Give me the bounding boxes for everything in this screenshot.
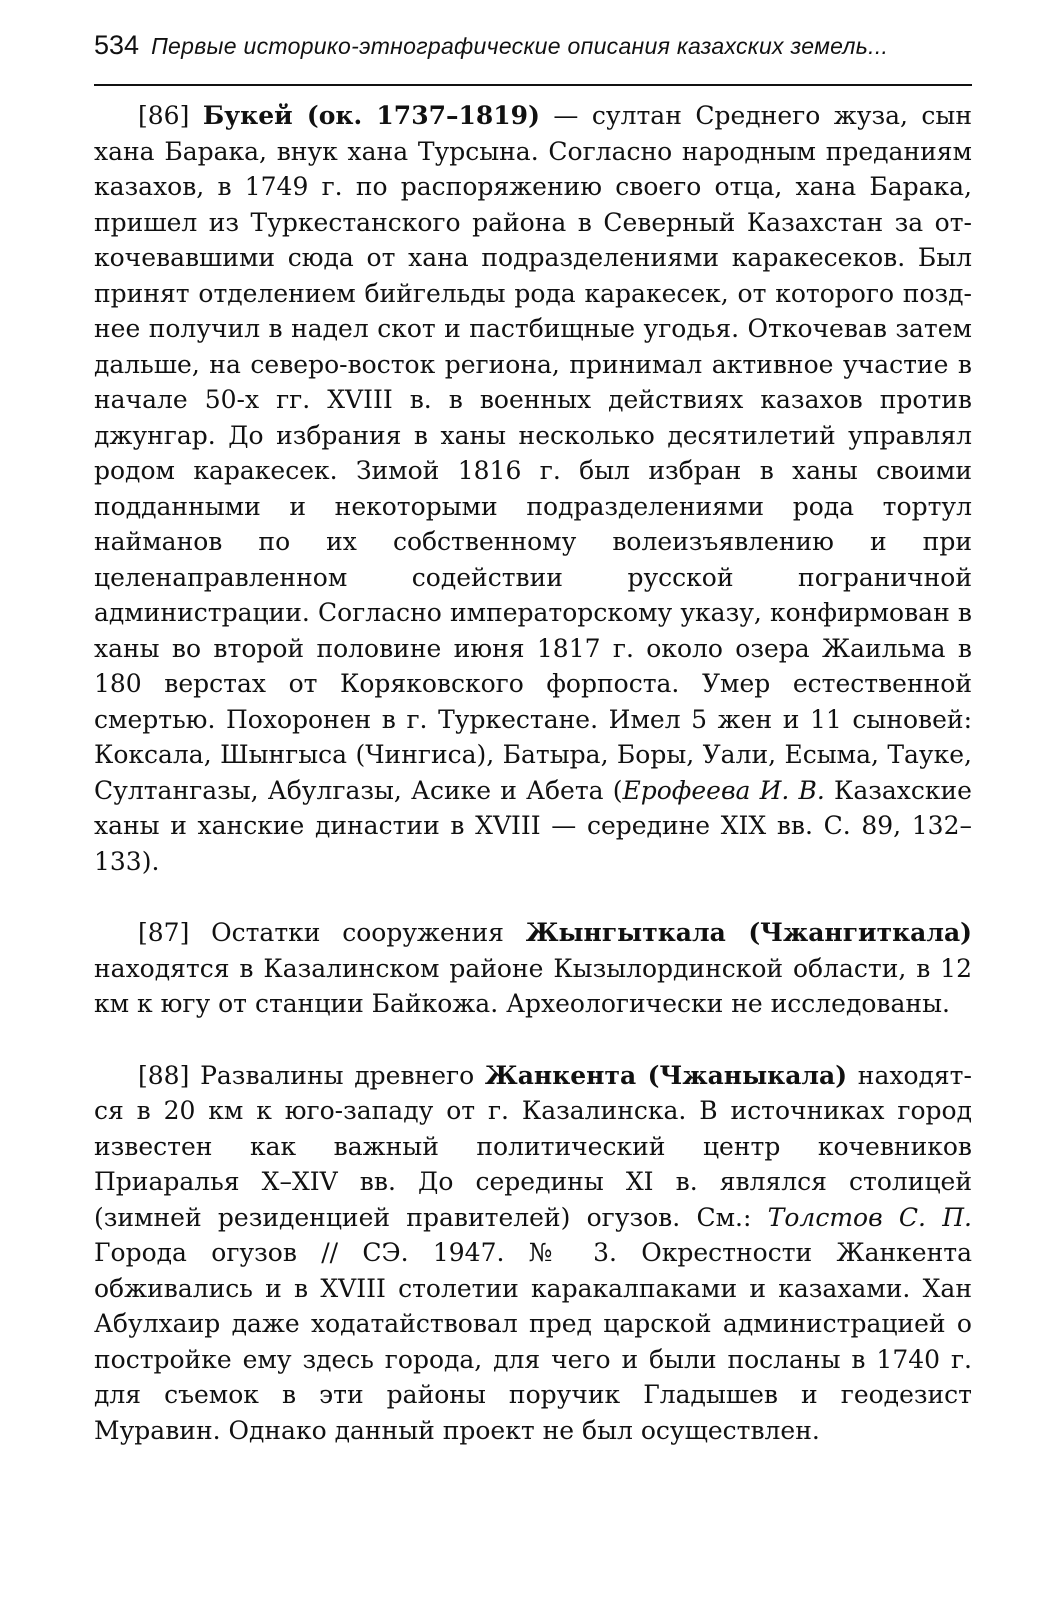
note-number: [88] <box>138 1060 190 1090</box>
note-88 <box>94 1058 972 1449</box>
note-term: Жынгыткала (Чжангиткала) <box>525 918 972 947</box>
note-term: Букей (ок. 1737–1819) <box>202 101 540 130</box>
reference-text: Казахские ханы и ханские династии в XVIII — середине XIX вв. С. 89, 132–133). <box>94 775 972 876</box>
note-lead: Остатки сооружения <box>189 918 526 947</box>
note-body: — султан Среднего жуза, сын хана Барака, внук хана Турсына. Согласно народным преданиям казахов, в 1749 г. по распоряжению своего отца, хана Барака, пришел из Туркестанского района в Северный Казахстан за откочевавшими сюда от хана подразделениями каракесеков. Был принят отделением бийгельды рода каракесек, от которого позднее получил в надел скот и пастбищные угодья. Откочевав затем дальше, на северо-восток региона, принимал активное участие в начале 50-х гг. XVIII в. в военных действиях казахов против джунгар. До избрания в ханы несколько десятилетий управлял родом каракесек. Зимой 1816 г. был избран в ханы своими подданными и некоторыми подразделениями рода тортул найманов по их собственному волеизъявлению и при целенаправленном содействии русской пограничной администрации. Согласно императорскому указу, конфирмован в ханы во второй половине июня 1817 г. около озера Жаильма в 180 верстах от Коряковского форпоста. Умер естественной смертью. Похоронен в г. Туркестане. Имел 5 жен и 11 сыновей: Коксала, Шынгыса (Чингиса), Батыра, Боры, Уали, Есыма, Тауке, Султангазы, Абулгазы, Асике и Абета ( <box>94 101 972 805</box>
note-lead: Развалины древнего <box>189 1060 485 1090</box>
running-header <box>94 30 972 82</box>
note-86 <box>94 98 972 879</box>
note-body: находятся в Казалинском районе Кызылординской области, в 12 км к югу от станции Байкожа. Археологически не исследованы. <box>94 953 972 1018</box>
note-body: находятся в 20 км к юго-западу от г. Казалинска. В источниках город известен как важный политический центр кочевников Приаралья X–XIV вв. До середины XI в. являлся столицей (зимней резиденцией правителей) огузов. См.: <box>94 1060 972 1232</box>
note-number: [87] <box>138 918 190 947</box>
document-page <box>94 30 972 1448</box>
reference-author: Ерофеева И. В. <box>622 775 825 805</box>
running-title: Первые историко-этнографические описания казахских земель... <box>151 33 889 59</box>
reference-author: Толстов С. П. <box>767 1202 972 1232</box>
page-number: 534 <box>94 30 140 60</box>
note-number: [86] <box>138 101 190 130</box>
header-rule <box>94 84 972 86</box>
note-term: Жанкента (Чжаныкала) <box>484 1060 848 1090</box>
note-87 <box>94 915 972 1022</box>
reference-text: Города огузов // СЭ. 1947. № 3. Окрестности Жанкента обживались и в XVIII столетии каракалпаками и казахами. Хан Абулхаир даже ходатайствовал пред царской администрацией о постройке ему здесь города, для чего и были посланы в 1740 г. для съемок в эти районы поручик Гладышев и геодезист Муравин. Однако данный проект не был осуществлен. <box>94 1238 972 1445</box>
